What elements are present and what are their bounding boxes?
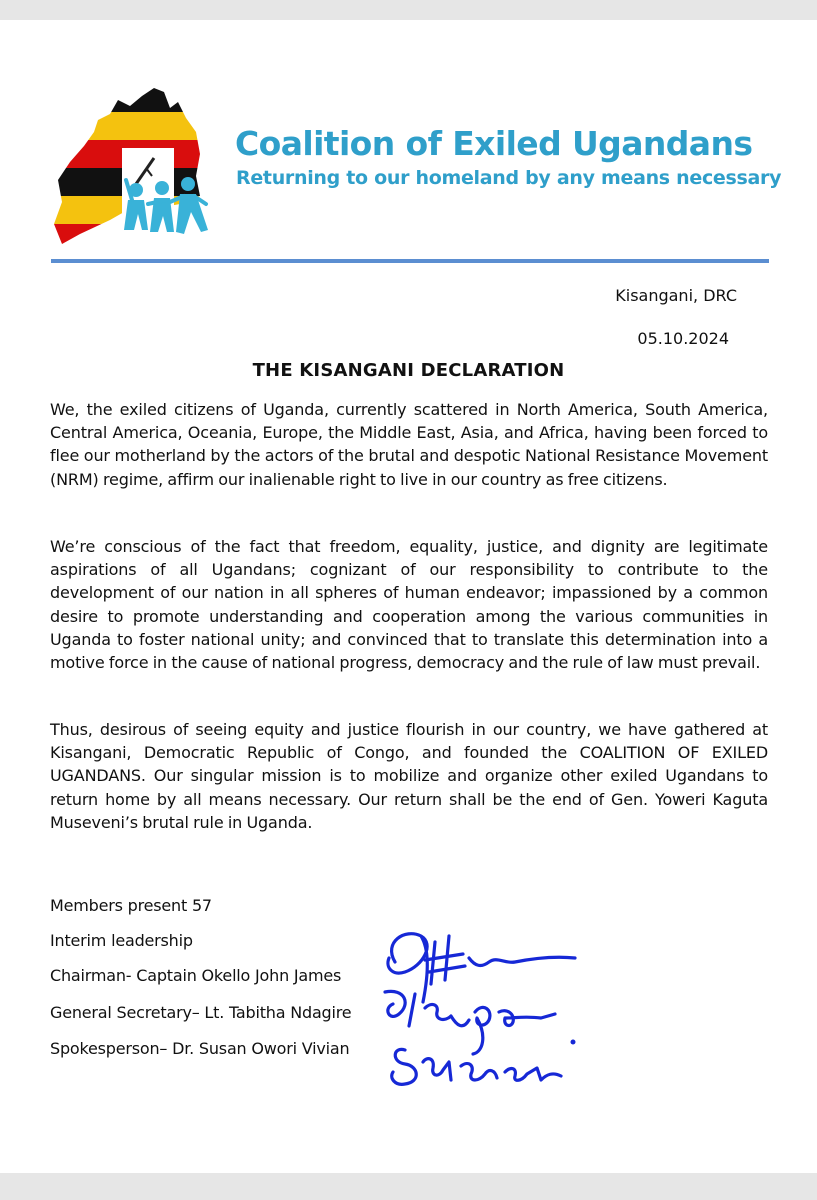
org-tagline: Returning to our homeland by any means necessary [236,167,782,189]
document-title: THE KISANGANI DECLARATION [252,360,565,381]
header-divider [51,259,769,263]
spokesperson-line: Spokesperson– Dr. Susan Owori Vivian [50,1039,350,1058]
letter-date: 05.10.2024 [637,329,729,348]
paragraph-1: We, the exiled citizens of Uganda, currently scattered in North America, South America, Central America, Oceania, Europe, the Middle East, Asia, and Africa, having been forced to flee our motherland by the actors of the brutal and despotic National Resistance Movement (NRM) regime, affirm our inalienable right to live in our country as free citizens. [50,400,768,489]
members-present: Members present 57 [50,896,212,915]
chairman-line: Chairman- Captain Okello John James [50,966,342,985]
uganda-map-flag-icon [50,84,225,254]
paragraph-3: Thus, desirous of seeing equity and justice flourish in our country, we have gathered at Kisangani, Democratic Republic of Congo, and founded the COALITION OF EXILED UGANDANS. Our singular mission is to mobilize and organize other exiled Ugandans to return home by all means necessary. Our return shall be the end of Gen. Yoweri Kaguta Museveni’s brutal rule in Uganda. [50,720,768,832]
interim-leadership-label: Interim leadership [50,931,193,950]
handwritten-signatures-icon [365,922,595,1112]
paragraph-2: We’re conscious of the fact that freedom, equality, justice, and dignity are legitimate aspirations of all Ugandans; cognizant of our responsibility to contribute to the development of our nation in all spheres of human endeavor; impassioned by a common desire to promote understanding and cooperation among the various communities in Uganda to foster national unity; and convinced that to translate this determination into a motive force in the cause of national progress, democracy and the rule of law must prevail. [50,537,768,673]
general-secretary-line: General Secretary– Lt. Tabitha Ndagire [50,1003,352,1022]
letter-page [0,20,817,1173]
letter-place: Kisangani, DRC [615,286,737,305]
org-name: Coalition of Exiled Ugandans [235,124,753,163]
